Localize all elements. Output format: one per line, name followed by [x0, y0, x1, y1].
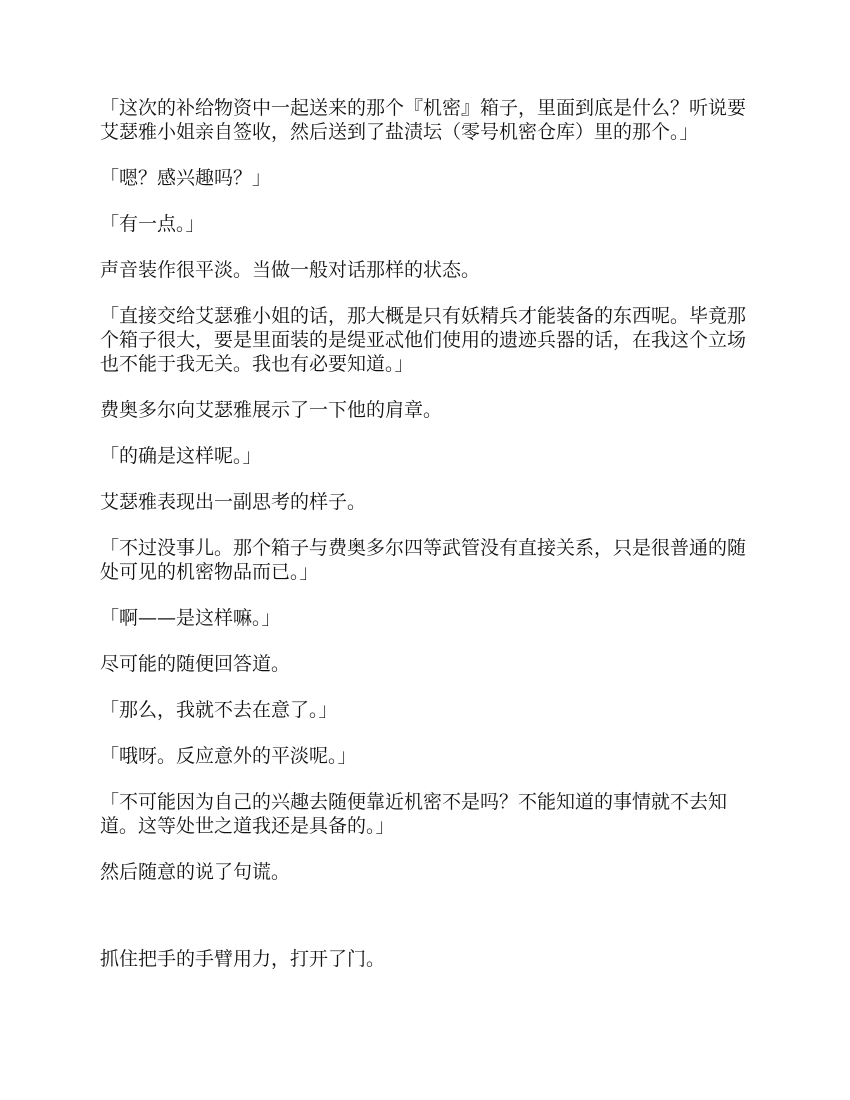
paragraph: 「嗯？感兴趣吗？」: [100, 167, 272, 189]
paragraph: 「直接交给艾瑟雅小姐的话，那大概是只有妖精兵才能装备的东西呢。毕竟那个箱子很大，要是里面装的是缇亚忒他们使用的遗迹兵器的话，在我这个立场也不能于我无关。我也有必要知道。」: [100, 305, 747, 375]
paragraph: 然后随意的说了句谎。: [100, 861, 291, 883]
paragraph: 「的确是这样呢。」: [100, 445, 262, 467]
paragraph: 尽可能的随便回答道。: [100, 653, 291, 675]
paragraph: 「这次的补给物资中一起送来的那个『机密』箱子，里面到底是什么？听说要艾瑟雅小姐亲自签收，然后送到了盐渍坛（零号机密仓库）里的那个。」: [100, 97, 747, 143]
document-body: [100, 96, 752, 993]
paragraph: 「哦呀。反应意外的平淡呢。」: [100, 745, 357, 767]
paragraph: 「不过没事儿。那个箱子与费奥多尔四等武管没有直接关系，只是很普通的随处可见的机密物品而已。」: [100, 537, 747, 583]
paragraph: 抓住把手的手臂用力，打开了门。: [100, 948, 386, 970]
section-break: [100, 906, 752, 947]
paragraph: 「不可能因为自己的兴趣去随便靠近机密不是吗？不能知道的事情就不去知道。这等处世之道我还是具备的。」: [100, 791, 728, 837]
paragraph: 「啊——是这样嘛。」: [100, 607, 281, 629]
paragraph: 费奥多尔向艾瑟雅展示了一下他的肩章。: [100, 399, 443, 421]
paragraph: 「那么，我就不去在意了。」: [100, 699, 338, 721]
paragraph: 艾瑟雅表现出一副思考的样子。: [100, 491, 367, 513]
paragraph: 声音装作很平淡。当做一般对话那样的状态。: [100, 259, 481, 281]
paragraph: 「有一点。」: [100, 213, 205, 235]
